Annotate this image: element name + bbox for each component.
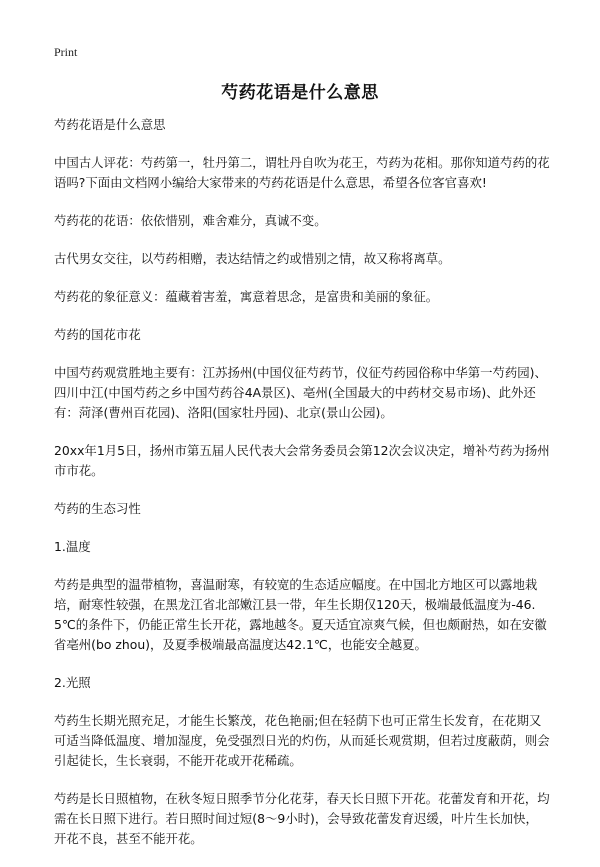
yangzhou-decision-paragraph: 20xx年1月5日，扬州市第五届人民代表大会常务委员会第12次会议决定，增补芍药为扬州市市花。 — [54, 443, 550, 478]
symbolism-paragraph: 芍药花的象征意义：蕴藏着害羞，寓意着思念，是富贵和美丽的象征。 — [54, 289, 439, 304]
long-day-paragraph: 芍药是长日照植物，在秋冬短日照季节分化花芽，春天长日照下开花。花蕾发育和开花，均需在长日照下进行。若日照时间过短(8～9小时)，会导致花蕾发育迟缓，叶片生长加快，开花不良，甚至不能开花。 — [54, 791, 550, 846]
document-title: 芍药花语是什么意思 — [221, 83, 379, 103]
ecology-heading: 芍药的生态习性 — [54, 501, 141, 516]
temperature-paragraph: 芍药是典型的温带植物，喜温耐寒，有较宽的生态适应幅度。在中国北方地区可以露地栽培，耐寒性较强，在黑龙江省北部嫩江县一带，年生长期仅120天，极端最低温度为-46.5℃的条件下，仍能正常生长开花，露地越冬。夏天适宜凉爽气候，但也颇耐热，如在安徽省亳州(bo zhou)，及夏季极端最高温度达42.1℃，也能安全越夏。 — [54, 577, 547, 652]
document-body — [54, 115, 550, 867]
print-link[interactable]: Print — [54, 45, 78, 59]
city-flower-heading: 芍药的国花市花 — [54, 327, 141, 342]
viewing-sites-paragraph: 中国芍药观赏胜地主要有：江苏扬州(中国仪征芍药节，仪征芍药园俗称中华第一芍药园)、四川中江(中国芍药之乡中国芍药谷4A景区)、亳州(全国最大的中药材交易市场)、此外还有：菏泽(曹州百花园)、洛阳(国家牡丹园)、北京(景山公园)。 — [54, 365, 547, 420]
intro-paragraph: 中国古人评花：芍药第一，牡丹第二，谓牡丹自吹为花王，芍药为花相。那你知道芍药的花语吗?下面由文档网小编给大家带来的芍药花语是什么意思，希望各位客官喜欢! — [54, 155, 550, 190]
intro-heading: 芍药花语是什么意思 — [54, 117, 166, 132]
light-paragraph: 芍药生长期光照充足，才能生长繁茂，花色艳丽;但在轻荫下也可正常生长发育，在花期又可适当降低温度、增加湿度，免受强烈日光的灼伤，从而延长观赏期，但若过度蔽荫，则会引起徒长，生长衰弱，不能开花或开花稀疏。 — [54, 713, 550, 768]
light-subheading: 2.光照 — [54, 675, 91, 690]
temperature-subheading: 1.温度 — [54, 539, 91, 554]
flower-language-paragraph: 芍药花的花语：依依惜别，难舍难分，真诚不变。 — [54, 213, 327, 228]
ancient-custom-paragraph: 古代男女交往，以芍药相赠，表达结情之约或惜别之情，故又称将离草。 — [54, 251, 451, 266]
